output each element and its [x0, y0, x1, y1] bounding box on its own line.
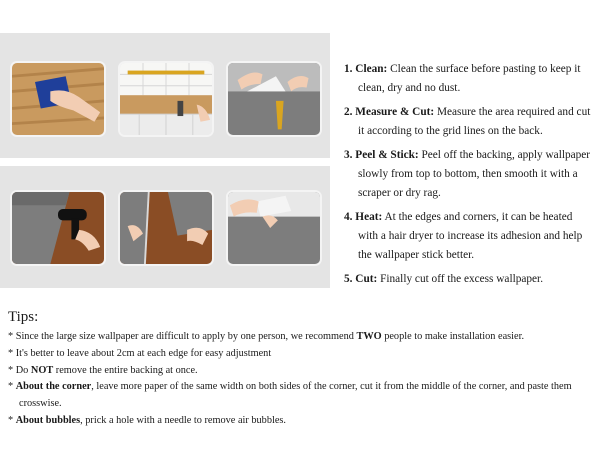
step-title: Heat:: [355, 211, 383, 223]
step-clean: 1. Clean: Clean the surface before pasting to keep it clean, dry and no dust.: [344, 63, 581, 94]
step-text: Measure the area required and cut it according to the grid lines on the back.: [358, 106, 591, 137]
step-text: At the edges and corners, it can be heated with a hair dryer to increase its adhesion and help the wallpaper stick better.: [358, 211, 583, 261]
finish-photo: [226, 190, 322, 266]
corner-cut-photo: [118, 190, 214, 266]
step-heat: 4. Heat: At the edges and corners, it can be heated with a hair dryer to increase its adhesion and help the wallpaper stick better.: [344, 211, 583, 261]
step-text: Finally cut off the excess wallpaper.: [380, 273, 544, 285]
peel-stick-photo: [226, 61, 322, 137]
photo-panel-bottom: [0, 166, 330, 288]
clean-photo: [10, 61, 106, 137]
tip-item: * Since the large size wallpaper are difficult to apply by one person, we recommend TWO people to make installation easier.: [8, 331, 525, 342]
step-title: Measure & Cut:: [355, 106, 435, 118]
tips-section: [8, 309, 596, 430]
step-text: Peel off the backing, apply wallpaper slowly from top to bottom, then smooth it with a scraper or dry rag.: [358, 149, 591, 199]
photo-panel-top: [0, 33, 330, 158]
step-title: Peel & Stick:: [355, 149, 419, 161]
tip-item: * About the corner, leave more paper of the same width on both sides of the corner, cut it from the middle of the corner, and paste them crosswise.: [8, 381, 572, 410]
step-peel-stick: 3. Peel & Stick: Peel off the backing, apply wallpaper slowly from top to bottom, then smooth it with a scraper or dry rag.: [344, 149, 591, 199]
step-title: Clean:: [355, 63, 388, 75]
tip-item: * Do NOT remove the entire backing at once.: [8, 364, 198, 376]
tip-item: * It's better to leave about 2cm at each edge for easy adjustment: [8, 347, 272, 359]
installation-steps: [344, 60, 594, 294]
measure-cut-photo: [118, 61, 214, 137]
tips-title: Tips:: [8, 309, 39, 325]
heat-photo: [10, 190, 106, 266]
step-text: Clean the surface before pasting to keep it clean, dry and no dust.: [358, 63, 581, 94]
step-cut: 5. Cut: Finally cut off the excess wallpaper.: [344, 273, 544, 285]
tip-item: * About bubbles, prick a hole with a needle to remove air bubbles.: [8, 414, 286, 426]
step-title: Cut:: [355, 273, 378, 285]
step-measure-cut: 2. Measure & Cut: Measure the area required and cut it according to the grid lines on the back.: [344, 106, 591, 137]
